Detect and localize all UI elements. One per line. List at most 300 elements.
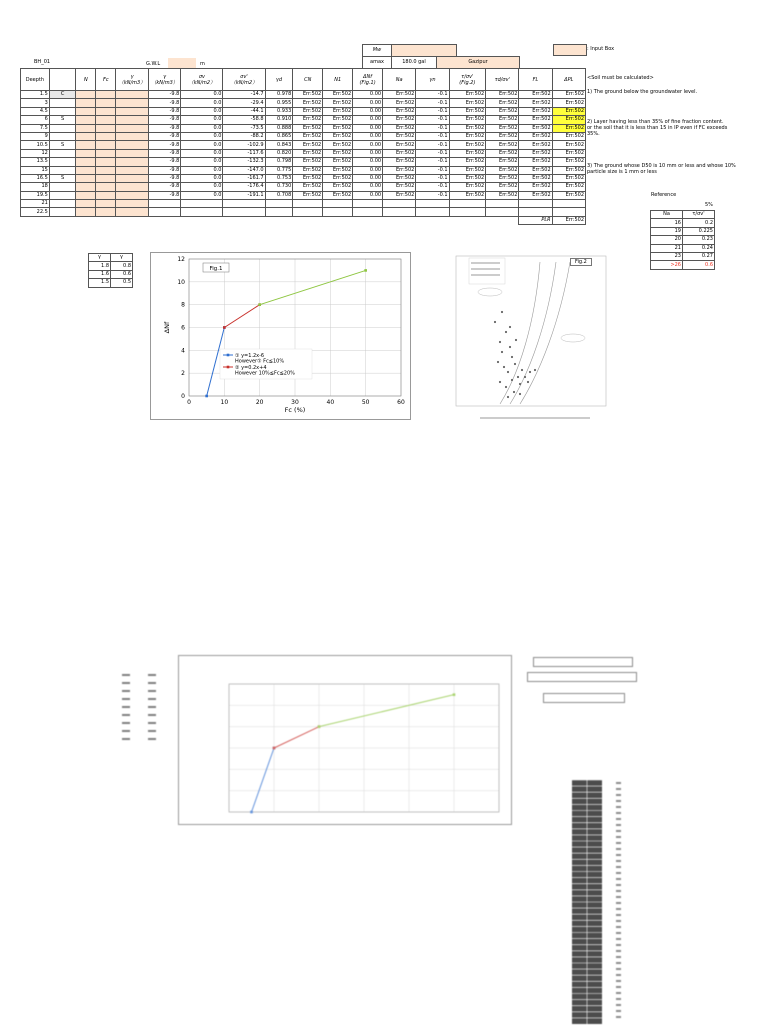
sigma-v-cell: 0.0 <box>181 116 223 124</box>
series-point <box>273 747 276 750</box>
tau-ratio-cell: Err:502 <box>449 99 486 107</box>
gamma-input[interactable] <box>116 174 149 182</box>
taud-ratio-cell: Err:502 <box>486 91 519 99</box>
taud-ratio-cell <box>486 200 519 208</box>
delta-pl-cell: Err:502 <box>552 158 585 166</box>
depth-cell: 1.5 <box>21 91 50 99</box>
header-cell: τd/σv' <box>486 69 519 91</box>
empty-cell <box>223 216 265 224</box>
y-tick-label: 6 <box>181 324 185 332</box>
taud-ratio-cell <box>486 208 519 216</box>
long-table-label <box>616 962 621 964</box>
lower-legend-3 <box>543 693 625 703</box>
note-3: 3) The ground whose D50 is 10 mm or less and whose 10% particle size is 1 mm or less <box>587 163 736 175</box>
tau-ratio-cell: Err:502 <box>449 132 486 140</box>
empty-cell <box>323 216 353 224</box>
table-row <box>21 149 586 157</box>
long-table-label <box>616 806 621 808</box>
n-input[interactable] <box>76 191 96 199</box>
n1-cell: Err:502 <box>323 132 353 140</box>
n-input[interactable] <box>76 132 96 140</box>
long-table-label <box>616 860 621 862</box>
gamma-cell: 1.5 <box>89 279 111 287</box>
header-cell: γ （kN/m3） <box>148 69 181 91</box>
fig2-point <box>514 363 516 365</box>
fc-input[interactable] <box>96 208 116 216</box>
fc-input[interactable] <box>96 99 116 107</box>
gamma-prime-cell: -9.8 <box>148 141 181 149</box>
table-row <box>21 166 586 174</box>
cn-cell: Err:502 <box>293 107 323 115</box>
long-table-label <box>616 890 621 892</box>
fig2-point <box>505 331 507 333</box>
gwl-input[interactable] <box>168 58 196 68</box>
soil-type-cell <box>49 124 76 132</box>
gamma-prime-cell: -9.8 <box>148 158 181 166</box>
tau-ratio-cell: Err:502 <box>449 91 486 99</box>
long-table-label <box>616 938 621 940</box>
n-input[interactable] <box>76 107 96 115</box>
tau-ratio-cell <box>449 208 486 216</box>
na-cell <box>383 200 416 208</box>
gamma-input[interactable] <box>116 191 149 199</box>
gamma-input[interactable] <box>116 183 149 191</box>
fig1-chart <box>150 252 411 420</box>
x-axis-label: Fc (%) <box>284 406 306 414</box>
n-input[interactable] <box>76 158 96 166</box>
gamma-input[interactable] <box>116 166 149 174</box>
table-row <box>21 174 586 182</box>
cn-cell: Err:502 <box>293 124 323 132</box>
fig2-point <box>529 371 531 373</box>
fl-cell: Err:502 <box>519 149 552 157</box>
reference-cell: 0.2 <box>683 219 715 227</box>
delta-pl-cell: Err:502 <box>552 107 585 115</box>
reference-cell: 0.6 <box>683 261 715 269</box>
delta-pl-cell: Err:502 <box>552 166 585 174</box>
empty-cell <box>293 216 323 224</box>
amax-value: 180.0 gal <box>391 56 437 69</box>
gamma-d-cell: 0.730 <box>265 183 293 191</box>
gamma-cell: 0.6 <box>111 270 133 278</box>
depth-cell: 9 <box>21 132 50 140</box>
delta-pl-cell: Err:502 <box>552 183 585 191</box>
x-tick-label: 20 <box>255 399 264 406</box>
sigma-v-prime-cell: -73.5 <box>223 124 265 132</box>
reference-cell: 0.225 <box>683 227 715 235</box>
fig2-point <box>527 381 529 383</box>
tick-glyph <box>122 690 130 692</box>
reference-cell: 0.24 <box>683 244 715 252</box>
depth-cell: 12 <box>21 149 50 157</box>
sigma-v-cell: 0.0 <box>181 91 223 99</box>
fig2-point <box>513 391 515 393</box>
tau-ratio-cell: Err:502 <box>449 191 486 199</box>
fig2-point <box>511 379 513 381</box>
depth-cell: 16.5 <box>21 174 50 182</box>
lower-left-ticks-svg <box>120 668 160 748</box>
n-input[interactable] <box>76 183 96 191</box>
fig1-svg <box>151 253 410 419</box>
long-table-label <box>616 788 621 790</box>
tau-ratio-cell: Err:502 <box>449 149 486 157</box>
liquefaction-table <box>20 68 586 225</box>
reference-row <box>651 252 715 260</box>
reference-cell: 21 <box>651 244 683 252</box>
gamma-header-cell: γ <box>89 254 111 262</box>
long-table-label <box>616 866 621 868</box>
n1-cell: Err:502 <box>323 166 353 174</box>
fig2-point <box>503 366 505 368</box>
long-table-label <box>616 950 621 952</box>
n-input[interactable] <box>76 116 96 124</box>
header-cell: Deepth <box>21 69 50 91</box>
header-cell: τ/σv' (Fig.2) <box>449 69 486 91</box>
na-cell: Err:502 <box>383 166 416 174</box>
cn-cell: Err:502 <box>293 183 323 191</box>
fc-input[interactable] <box>96 149 116 157</box>
gamma-prime-cell: -9.8 <box>148 183 181 191</box>
na-cell: Err:502 <box>383 132 416 140</box>
fl-cell: Err:502 <box>519 124 552 132</box>
fc-input[interactable] <box>96 132 116 140</box>
n-input[interactable] <box>76 174 96 182</box>
table-row <box>21 158 586 166</box>
series-line <box>260 270 366 304</box>
n-input[interactable] <box>76 91 96 99</box>
fc-input[interactable] <box>96 107 116 115</box>
gamma-input[interactable] <box>116 208 149 216</box>
fig2-point <box>509 346 511 348</box>
gamma-d-cell: 0.775 <box>265 166 293 174</box>
n-input[interactable] <box>76 141 96 149</box>
depth-cell: 3 <box>21 99 50 107</box>
gamma-cell: 0.5 <box>111 279 133 287</box>
soil-type-cell <box>49 166 76 174</box>
delta-nf-cell: 0.00 <box>353 124 383 132</box>
gamma-d-cell: 0.865 <box>265 132 293 140</box>
n1-cell: Err:502 <box>323 191 353 199</box>
depth-cell: 18 <box>21 183 50 191</box>
gamma-input[interactable] <box>116 116 149 124</box>
gamma-input[interactable] <box>116 107 149 115</box>
y-tick-label: 8 <box>181 301 185 309</box>
fig2-point <box>499 381 501 383</box>
amax-label: amax <box>362 56 392 69</box>
fig2-point <box>519 383 521 385</box>
depth-cell: 13.5 <box>21 158 50 166</box>
gamma-input[interactable] <box>116 124 149 132</box>
series-point <box>258 303 261 306</box>
fig2-point <box>519 393 521 395</box>
na-cell <box>383 208 416 216</box>
soil-type-cell <box>49 132 76 140</box>
taud-ratio-cell: Err:502 <box>486 99 519 107</box>
gamma-input[interactable] <box>116 200 149 208</box>
fl-cell: Err:502 <box>519 183 552 191</box>
taud-ratio-cell: Err:502 <box>486 149 519 157</box>
fig2-point <box>494 321 496 323</box>
soil-type-cell <box>49 99 76 107</box>
sigma-v-prime-cell: -117.6 <box>223 149 265 157</box>
sigma-v-prime-cell: -44.1 <box>223 107 265 115</box>
delta-pl-cell: Err:502 <box>552 132 585 140</box>
fl-cell: Err:502 <box>519 141 552 149</box>
fc-input[interactable] <box>96 158 116 166</box>
n-input[interactable] <box>76 124 96 132</box>
reference-row <box>651 219 715 227</box>
gamma-input[interactable] <box>116 91 149 99</box>
reference-row <box>651 236 715 244</box>
table-row <box>21 124 586 132</box>
empty-cell <box>449 216 486 224</box>
na-cell: Err:502 <box>383 149 416 157</box>
n-input[interactable] <box>76 208 96 216</box>
delta-pl-cell: Err:502 <box>552 99 585 107</box>
empty-cell <box>181 216 223 224</box>
tick-glyph <box>122 674 130 676</box>
reference-row <box>651 244 715 252</box>
plr-row <box>21 216 586 224</box>
sigma-v-cell: 0.0 <box>181 124 223 132</box>
tick-glyph <box>148 682 156 684</box>
fc-input[interactable] <box>96 174 116 182</box>
fl-cell: Err:502 <box>519 191 552 199</box>
fl-cell: Err:502 <box>519 107 552 115</box>
empty-cell <box>49 216 76 224</box>
long-table-label <box>616 824 621 826</box>
gamma-table <box>88 253 133 288</box>
fc-input[interactable] <box>96 91 116 99</box>
long-table-label <box>616 884 621 886</box>
tau-ratio-cell: Err:502 <box>449 158 486 166</box>
header-cell: CN <box>293 69 323 91</box>
long-table-label <box>616 986 621 988</box>
fl-cell: Err:502 <box>519 91 552 99</box>
mw-label: Mw <box>362 44 392 57</box>
fc-input[interactable] <box>96 166 116 174</box>
lower-left-ticks <box>120 668 160 748</box>
fc-input[interactable] <box>96 141 116 149</box>
series-point <box>364 269 367 272</box>
tau-ratio-cell: Err:502 <box>449 141 486 149</box>
tick-glyph <box>122 698 130 700</box>
note-2: 2) Layer having less than 35% of fine fraction content. or the soil that it is less than 15 in IP even if FC exceeds 35%. <box>587 119 728 137</box>
cn-cell <box>293 200 323 208</box>
table-row <box>21 208 586 216</box>
n1-cell: Err:502 <box>323 124 353 132</box>
tau-ratio-cell: Err:502 <box>449 183 486 191</box>
series-line <box>319 695 454 727</box>
long-table-label <box>616 926 621 928</box>
gamma-input[interactable] <box>116 158 149 166</box>
taud-ratio-cell: Err:502 <box>486 158 519 166</box>
tau-ratio-cell: Err:502 <box>449 107 486 115</box>
fig2-point <box>511 356 513 358</box>
tick-glyph <box>148 714 156 716</box>
legend-label: ① y=1.2x-6 <box>235 353 265 359</box>
fc-input[interactable] <box>96 191 116 199</box>
soil-type-cell <box>49 107 76 115</box>
fl-cell: Err:502 <box>519 132 552 140</box>
soil-type-cell <box>49 200 76 208</box>
reference-cell: 20 <box>651 236 683 244</box>
gamma-d-cell: 0.753 <box>265 174 293 182</box>
fc-input[interactable] <box>96 200 116 208</box>
long-table-label <box>616 1004 621 1006</box>
sigma-v-cell: 0.0 <box>181 191 223 199</box>
depth-cell: 21 <box>21 200 50 208</box>
sigma-v-prime-cell <box>223 208 265 216</box>
n1-cell <box>323 200 353 208</box>
tau-ratio-cell: Err:502 <box>449 166 486 174</box>
gamma-input[interactable] <box>116 149 149 157</box>
fig2-legend-box <box>469 258 505 284</box>
delta-nf-cell: 0.00 <box>353 166 383 174</box>
taud-ratio-cell: Err:502 <box>486 132 519 140</box>
x-tick-label: 60 <box>397 399 405 406</box>
gamma-prime-cell: -9.8 <box>148 91 181 99</box>
long-table-label <box>616 818 621 820</box>
long-table-label <box>616 896 621 898</box>
delta-nf-cell: 0.00 <box>353 174 383 182</box>
series-line <box>224 305 259 328</box>
cn-cell: Err:502 <box>293 99 323 107</box>
cn-cell: Err:502 <box>293 166 323 174</box>
taud-ratio-cell: Err:502 <box>486 174 519 182</box>
header-cell: Fc <box>96 69 116 91</box>
gamma-prime-cell: -9.8 <box>148 191 181 199</box>
header-cell: N1 <box>323 69 353 91</box>
delta-pl-cell <box>552 200 585 208</box>
long-table-label <box>616 836 621 838</box>
lower-fig1-svg <box>179 656 511 824</box>
gamma-header-cell: γ <box>111 254 133 262</box>
table-row <box>21 183 586 191</box>
tick-glyph <box>122 714 130 716</box>
table-row <box>21 141 586 149</box>
fig2-point <box>524 376 526 378</box>
long-table-label <box>616 878 621 880</box>
header-cell: γ （kN/m3） <box>116 69 149 91</box>
tau-ratio-cell: Err:502 <box>449 116 486 124</box>
gamma-input[interactable] <box>116 141 149 149</box>
depth-cell: 10.5 <box>21 141 50 149</box>
n-input[interactable] <box>76 166 96 174</box>
reference-table <box>650 210 715 270</box>
x-tick-label: 40 <box>326 399 335 406</box>
gamma-d-cell: 0.978 <box>265 91 293 99</box>
delta-nf-cell <box>353 208 383 216</box>
delta-nf-cell: 0.00 <box>353 107 383 115</box>
table-row <box>21 191 586 199</box>
tau-ratio-cell: Err:502 <box>449 174 486 182</box>
n-input[interactable] <box>76 149 96 157</box>
cn-cell: Err:502 <box>293 91 323 99</box>
sigma-v-cell: 0.0 <box>181 174 223 182</box>
fc-input[interactable] <box>96 183 116 191</box>
gamma-input[interactable] <box>116 99 149 107</box>
long-table-label <box>616 830 621 832</box>
y-tick-label: 0 <box>181 393 185 400</box>
reference-cell: 23 <box>651 252 683 260</box>
gamma-d-cell: 0.820 <box>265 149 293 157</box>
fl-cell <box>519 208 552 216</box>
long-table-label <box>616 1016 621 1018</box>
long-table-label <box>616 782 621 784</box>
na-cell: Err:502 <box>383 141 416 149</box>
input-box-legend: : Input Box <box>587 46 615 52</box>
gamma-row <box>89 270 133 278</box>
gamma-input[interactable] <box>116 132 149 140</box>
reference-cell: 19 <box>651 227 683 235</box>
y-axis-label: ΔNf <box>163 321 171 334</box>
tick-glyph <box>148 706 156 708</box>
fc-input[interactable] <box>96 124 116 132</box>
series-line <box>274 727 319 748</box>
gamma-n-cell: -0.1 <box>416 183 449 191</box>
gamma-d-cell <box>265 200 293 208</box>
gamma-d-cell: 0.798 <box>265 158 293 166</box>
reference-pct: 5% <box>705 202 713 208</box>
gamma-n-cell: -0.1 <box>416 191 449 199</box>
table-row <box>21 200 586 208</box>
taud-ratio-cell: Err:502 <box>486 124 519 132</box>
header-cell: σv' （kN/m2） <box>223 69 265 91</box>
soil-type-cell <box>49 183 76 191</box>
sigma-v-cell <box>181 208 223 216</box>
y-tick-label: 12 <box>177 256 185 263</box>
header-cell: ΔPL <box>552 69 585 91</box>
na-cell: Err:502 <box>383 91 416 99</box>
taud-ratio-cell: Err:502 <box>486 166 519 174</box>
y-tick-label: 4 <box>181 347 185 355</box>
sigma-v-prime-cell: -147.0 <box>223 166 265 174</box>
fc-input[interactable] <box>96 116 116 124</box>
gamma-n-cell: -0.1 <box>416 166 449 174</box>
notes-title: <Soil must be calculated> <box>587 75 654 81</box>
gamma-prime-cell: -9.8 <box>148 116 181 124</box>
taud-ratio-cell: Err:502 <box>486 107 519 115</box>
n1-cell: Err:502 <box>323 116 353 124</box>
gamma-n-cell: -0.1 <box>416 124 449 132</box>
legend-marker <box>227 354 230 357</box>
n1-cell: Err:502 <box>323 183 353 191</box>
n-input[interactable] <box>76 99 96 107</box>
soil-type-cell <box>49 208 76 216</box>
long-table-label <box>616 932 621 934</box>
delta-nf-cell: 0.00 <box>353 132 383 140</box>
n1-cell: Err:502 <box>323 141 353 149</box>
empty-cell <box>76 216 96 224</box>
header-cell: N <box>76 69 96 91</box>
reference-cell: 0.23 <box>683 236 715 244</box>
depth-cell: 4.5 <box>21 107 50 115</box>
na-cell: Err:502 <box>383 191 416 199</box>
tick-glyph <box>148 730 156 732</box>
delta-nf-cell <box>353 200 383 208</box>
fl-cell: Err:502 <box>519 174 552 182</box>
gamma-d-cell: 0.955 <box>265 99 293 107</box>
n-input[interactable] <box>76 200 96 208</box>
sigma-v-prime-cell: -161.7 <box>223 174 265 182</box>
fig2-point <box>517 376 519 378</box>
lower-long-table <box>572 780 632 1024</box>
fl-cell <box>519 200 552 208</box>
reference-cell: 16 <box>651 219 683 227</box>
reference-title: Reference <box>651 192 677 198</box>
sigma-v-cell: 0.0 <box>181 99 223 107</box>
